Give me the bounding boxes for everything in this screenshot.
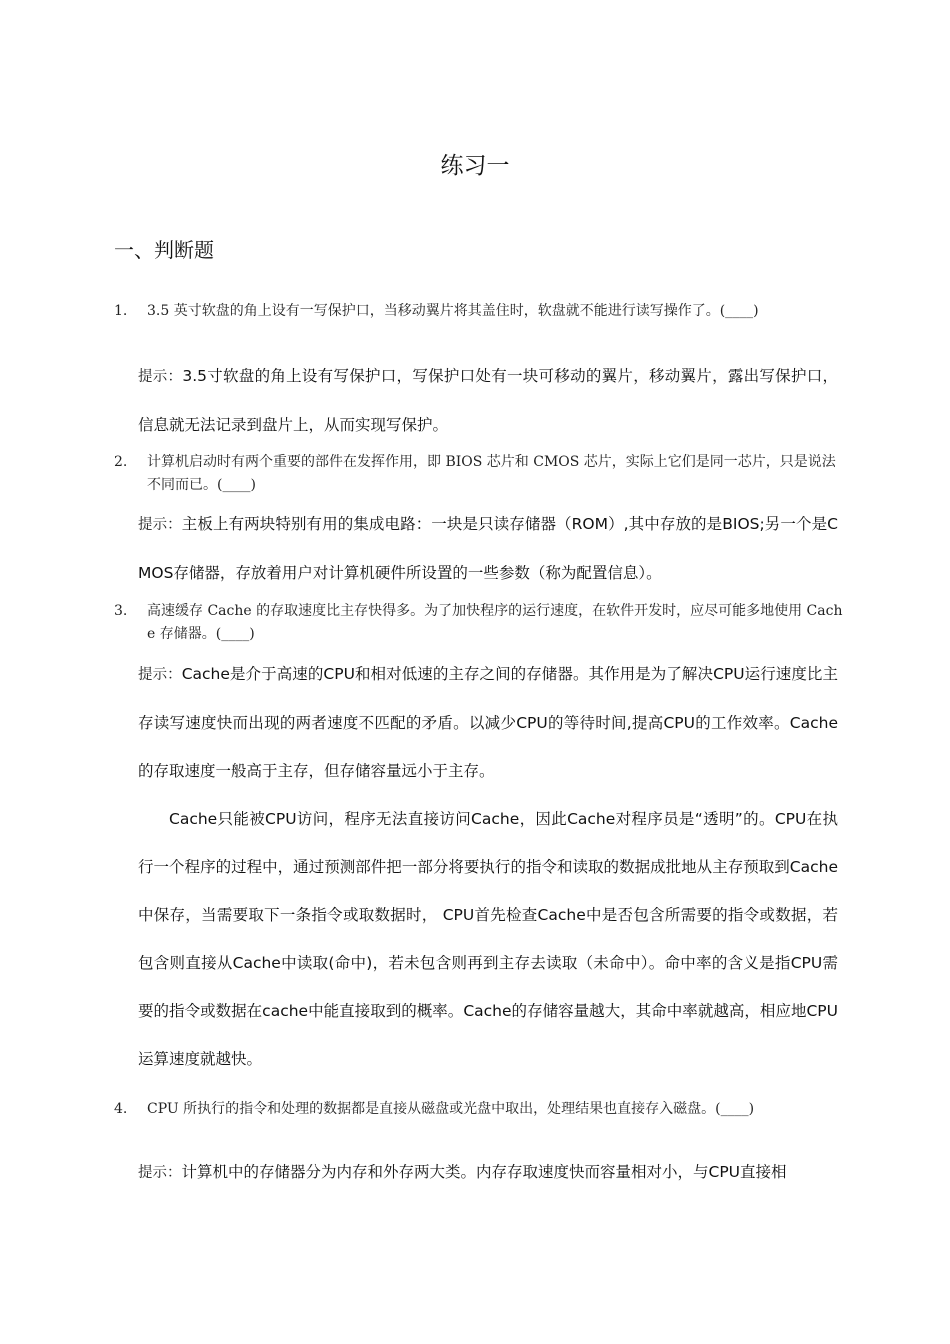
question-number: 2. <box>114 454 128 470</box>
page-title: 练习一 <box>440 153 510 179</box>
question-1 <box>114 300 844 323</box>
hint-label: 提示： <box>138 667 182 683</box>
hint-4 <box>138 1148 838 1197</box>
hint-3 <box>138 650 838 1083</box>
hint-text: 计算机中的存储器分为内存和外存两大类。内存存取速度快而容量相对小，与CPU直接相 <box>181 1163 787 1181</box>
question-text: CPU 所执行的指令和处理的数据都是直接从磁盘或光盘中取出，处理结果也直接存入磁盘。(____) <box>147 1101 755 1117</box>
question-text: 计算机启动时有两个重要的部件在发挥作用，即 BIOS 芯片和 CMOS 芯片，实际上它们是同一芯片，只是说法不同而已。(____) <box>147 454 836 493</box>
hint-label: 提示： <box>138 1165 182 1181</box>
hint-1 <box>138 352 838 449</box>
question-text: 高速缓存 Cache 的存取速度比主存快得多。为了加快程序的运行速度，在软件开发时，应尽可能多地使用 Cache 存储器。(____) <box>147 603 843 642</box>
question-number: 1. <box>114 303 128 319</box>
question-number: 4. <box>114 1101 128 1117</box>
hint-paragraph-2: Cache只能被CPU访问，程序无法直接访问Cache，因此Cache对程序员是“透明”的。CPU在执行一个程序的过程中，通过预测部件把一部分将要执行的指令和读取的数据成批地从主存预取到Cache中保存，当需要取下一条指令或取数据时， CPU首先检查Cache中是否包含所需要的指令或数据，若包含则直接从Cache中读取(命中)，若未包含则再到主存去读取（未命中）。命中率的含义是指CPU需要的指令或数据在cache中能直接取到的概率。Cache的存储容量越大，其命中率就越高，相应地CPU运算速度就越快。 <box>138 810 838 1068</box>
question-2 <box>114 451 844 497</box>
question-3 <box>114 600 844 646</box>
hint-text: 3.5寸软盘的角上设有写保护口，写保护口处有一块可移动的翼片，移动翼片，露出写保护口，信息就无法记录到盘片上，从而实现写保护。 <box>138 367 838 434</box>
hint-2 <box>138 500 838 597</box>
hint-text: 主板上有两块特别有用的集成电路：一块是只读存储器（ROM）,其中存放的是BIOS;另一个是CMOS存储器，存放着用户对计算机硬件所设置的一些参数（称为配置信息）。 <box>138 515 838 582</box>
question-number: 3. <box>114 603 128 619</box>
hint-label: 提示： <box>138 517 182 533</box>
hint-label: 提示： <box>138 369 183 385</box>
question-4 <box>114 1098 844 1121</box>
hint-text: Cache是介于高速的CPU和相对低速的主存之间的存储器。其作用是为了解决CPU运行速度比主存读写速度快而出现的两者速度不匹配的矛盾。以减少CPU的等待时间,提高CPU的工作效率。Cache的存取速度一般高于主存，但存储容量远小于主存。 <box>138 665 838 780</box>
question-text: 3.5 英寸软盘的角上设有一写保护口，当移动翼片将其盖住时，软盘就不能进行读写操作了。(____) <box>147 303 759 319</box>
section-heading: 一、判断题 <box>114 238 214 262</box>
